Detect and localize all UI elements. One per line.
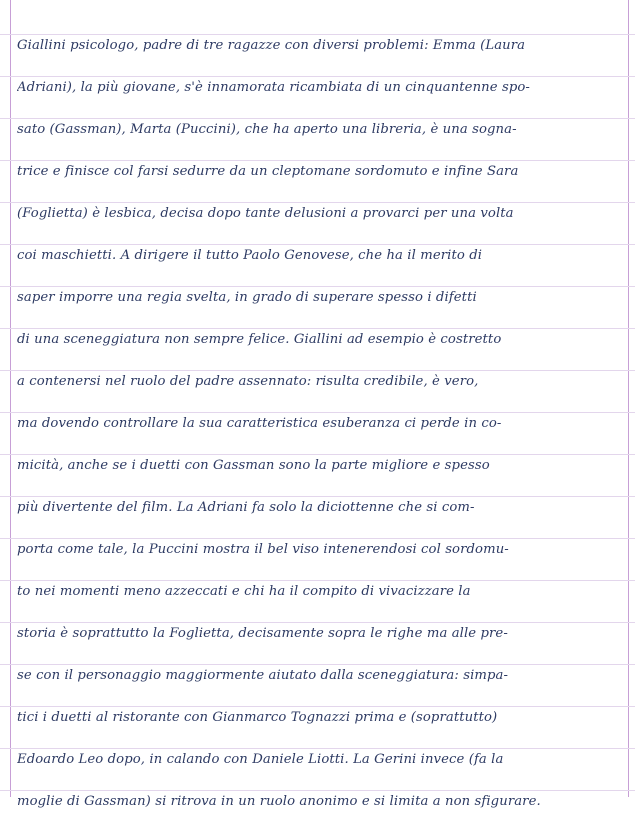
handwritten-line: a contenersi nel ruolo del padre assennato: risulta credibile, è vero, bbox=[17, 374, 479, 389]
handwritten-line: to nei momenti meno azzeccati e chi ha il compito di vivacizzare la bbox=[17, 584, 471, 599]
left-margin-line bbox=[10, 0, 11, 797]
handwritten-line: sato (Gassman), Marta (Puccini), che ha aperto una libreria, è una sogna- bbox=[17, 122, 517, 137]
handwritten-line: ma dovendo controllare la sua caratteristica esuberanza ci perde in co- bbox=[17, 416, 502, 431]
handwritten-line: micità, anche se i duetti con Gassman sono la parte migliore e spesso bbox=[17, 458, 490, 473]
handwritten-line: Adriani), la più giovane, s'è innamorata ricambiata di un cinquantenne spo- bbox=[17, 80, 530, 95]
handwritten-line: Giallini psicologo, padre di tre ragazze con diversi problemi: Emma (Laura bbox=[17, 38, 526, 53]
handwritten-line: moglie di Gassman) si ritrova in un ruolo anonimo e si limita a non sfigurare. bbox=[17, 794, 541, 809]
handwritten-line: porta come tale, la Puccini mostra il bel viso intenerendosi col sordomu- bbox=[17, 542, 509, 557]
handwritten-line: coi maschietti. A dirigere il tutto Paolo Genovese, che ha il merito di bbox=[17, 248, 483, 263]
handwritten-line: trice e finisce col farsi sedurre da un cleptomane sordomuto e infine Sara bbox=[17, 164, 519, 179]
right-margin-line bbox=[628, 0, 629, 797]
handwritten-line: tici i duetti al ristorante con Gianmarco Tognazzi prima e (soprattutto) bbox=[17, 710, 498, 725]
handwritten-line: di una sceneggiatura non sempre felice. Giallini ad esempio è costretto bbox=[17, 332, 502, 347]
handwritten-line: saper imporre una regia svelta, in grado di superare spesso i difetti bbox=[17, 290, 477, 305]
handwritten-line: se con il personaggio maggiormente aiutato dalla sceneggiatura: simpa- bbox=[17, 668, 509, 683]
handwritten-line: più divertente del film. La Adriani fa solo la diciottenne che si com- bbox=[17, 500, 475, 515]
handwritten-line: storia è soprattutto la Foglietta, decisamente sopra le righe ma alle pre- bbox=[17, 626, 508, 641]
handwritten-line: (Foglietta) è lesbica, decisa dopo tante delusioni a provarci per una volta bbox=[17, 206, 514, 221]
handwritten-line: Edoardo Leo dopo, in calando con Daniele Liotti. La Gerini invece (fa la bbox=[17, 752, 504, 767]
